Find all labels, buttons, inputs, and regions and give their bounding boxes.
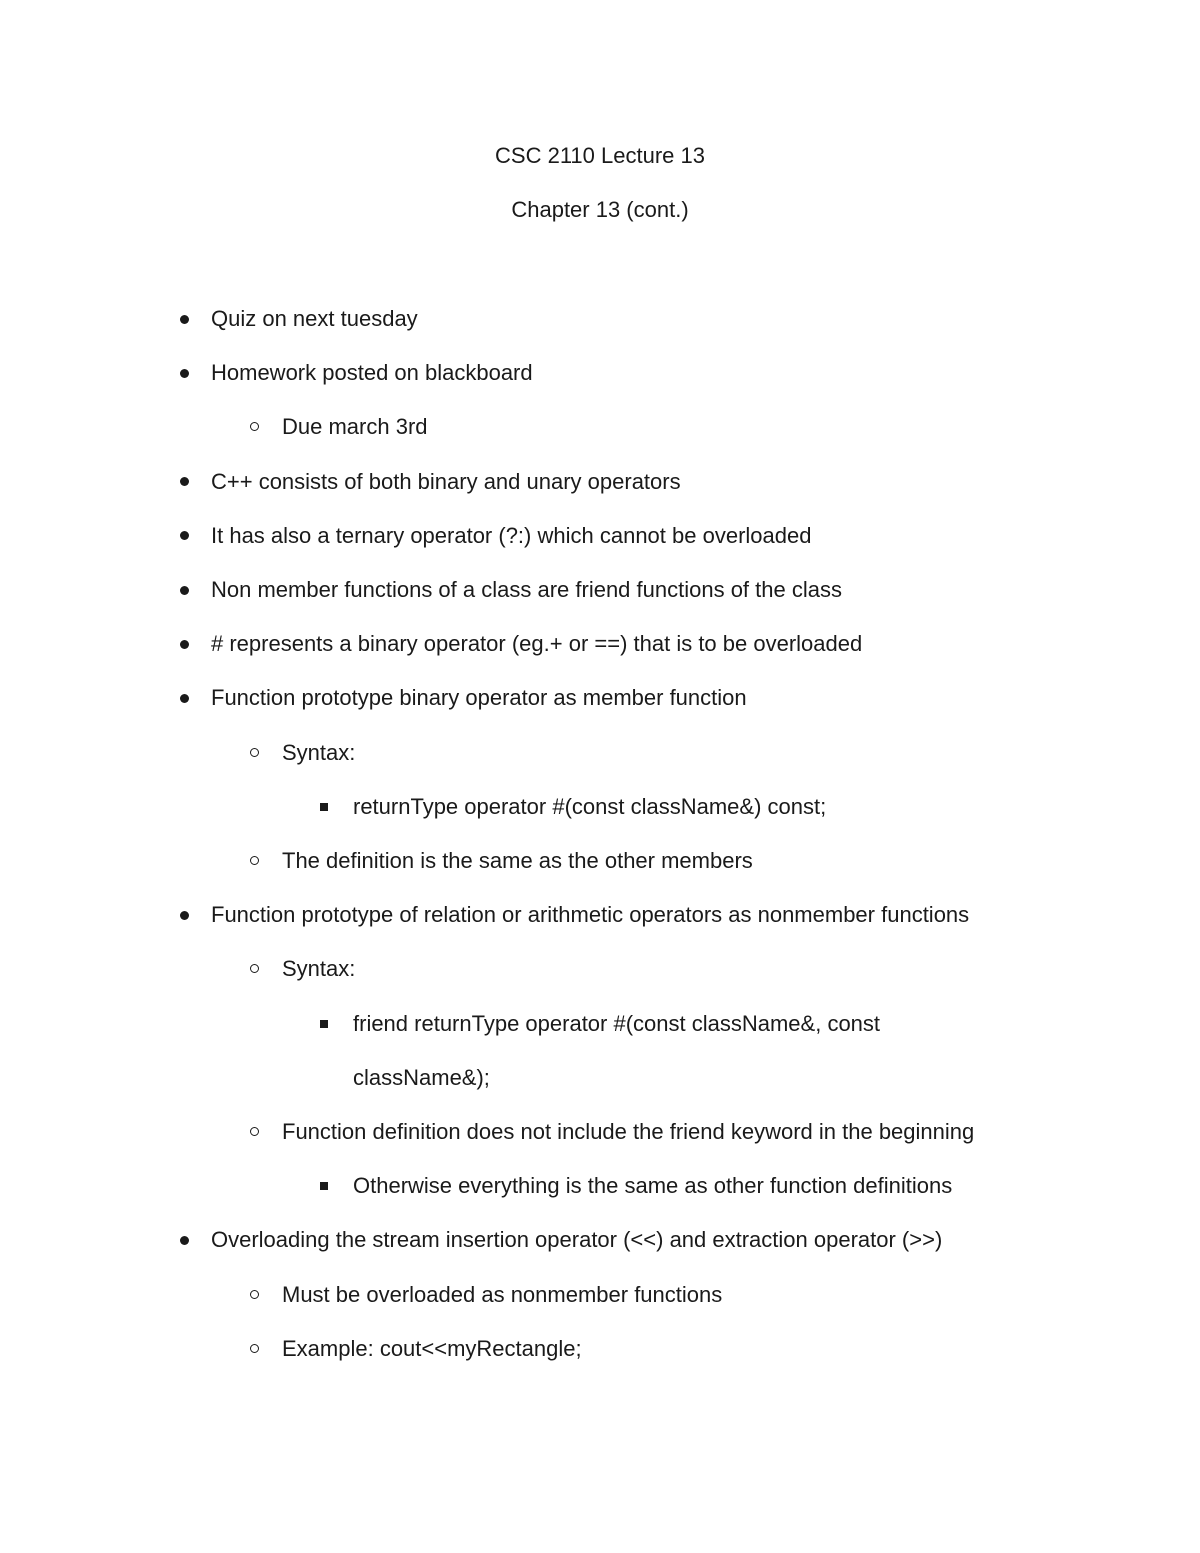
list-item-text: Homework posted on blackboard [211,360,533,386]
filled-circle-bullet-icon [180,477,189,486]
square-bullet-icon [320,1020,328,1028]
hollow-circle-bullet-icon [250,748,259,757]
list-item-text: Non member functions of a class are friend functions of the class [211,577,842,602]
list-item-text: # represents a binary operator (eg.+ or ==) that is to be overloaded [211,631,863,657]
hollow-circle-bullet-icon [250,856,259,865]
filled-circle-bullet-icon [180,369,189,378]
list-item-text: Must be overloaded as nonmember functions [282,1281,723,1307]
list-item-text: C++ consists of both binary and unary operators [211,468,681,494]
hollow-circle-bullet-icon [250,1290,259,1299]
page-title: CSC 2110 Lecture 13 [495,143,705,168]
filled-circle-bullet-icon [180,694,189,703]
hollow-circle-bullet-icon [250,1127,259,1136]
filled-circle-bullet-icon [180,315,189,324]
list-item-text: Quiz on next tuesday [211,306,418,331]
list-item-text: className&); [353,1064,490,1090]
square-bullet-icon [320,1182,328,1190]
filled-circle-bullet-icon [180,1236,189,1245]
list-item-text: Function definition does not include the friend keyword in the beginning [282,1119,975,1144]
hollow-circle-bullet-icon [250,422,259,431]
filled-circle-bullet-icon [180,531,189,540]
list-item-text: Example: cout<<myRectangle; [282,1335,582,1361]
list-item-text: Syntax: [282,739,356,765]
list-item-text: Overloading the stream insertion operator (<<) and extraction operator (>>) [211,1227,943,1253]
list-item-text: Function prototype binary operator as member function [211,685,747,711]
list-item-text: The definition is the same as the other members [282,848,753,873]
list-item-text: friend returnType operator #(const className&, const [353,1010,881,1036]
list-item-text: returnType operator #(const className&) const; [353,793,827,819]
hollow-circle-bullet-icon [250,964,259,973]
list-item-text: Otherwise everything is the same as other function definitions [353,1173,953,1199]
hollow-circle-bullet-icon [250,1344,259,1353]
page-subtitle: Chapter 13 (cont.) [511,197,689,222]
square-bullet-icon [320,803,328,811]
filled-circle-bullet-icon [180,586,189,595]
list-item-text: Due march 3rd [282,414,428,440]
list-item-text: Function prototype of relation or arithmetic operators as nonmember functions [211,902,970,928]
list-item-text: Syntax: [282,956,356,982]
list-item-text: It has also a ternary operator (?:) which cannot be overloaded [211,522,812,548]
filled-circle-bullet-icon [180,640,189,649]
filled-circle-bullet-icon [180,911,189,920]
